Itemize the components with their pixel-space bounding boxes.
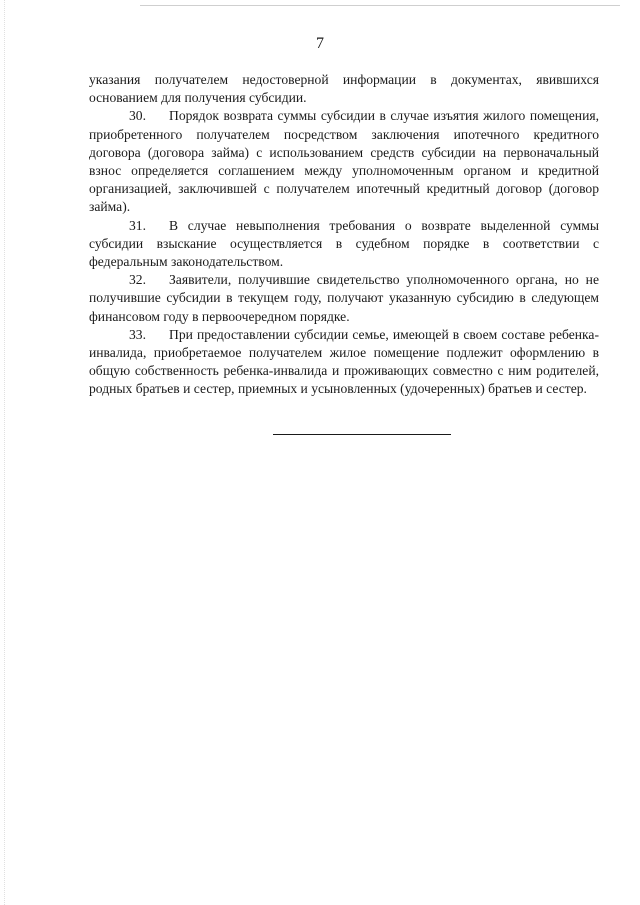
scan-artifact-top-line [140, 5, 620, 6]
paragraph-number: 31. [129, 217, 146, 233]
paragraph-text: В случае невыполнения требования о возврате выделенной суммы субсидии взыскание осуществляется в судебном порядке в соответствии с федеральным законодательством. [89, 217, 599, 270]
paragraph-31 [89, 217, 599, 272]
paragraph-number: 33. [129, 326, 146, 342]
document-body [89, 71, 599, 399]
paragraph-text: Порядок возврата суммы субсидии в случае изъятия жилого помещения, приобретенного получателем посредством заключения ипотечного кредитного договора (договора займа) с использованием средств субсидии на первоначальный взнос определяется соглашением между уполномоченным органом и кредитной организацией, заключившей с получателем ипотечный кредитный договор (договор займа). [89, 108, 599, 215]
paragraph-text: Заявители, получившие свидетельство уполномоченного органа, но не получившие субсидии в текущем году, получают указанную субсидию в следующем финансовом году в первоочередном порядке. [89, 272, 599, 324]
paragraph-number: 30. [129, 108, 146, 124]
paragraph-text: При предоставлении субсидии семье, имеющей в своем составе ребенка-инвалида, приобретаемое получателем жилое помещение подлежит оформлению в общую собственность ребенка-инвалида и проживающих совместно с ним родителей, родных братьев и сестер, приемных и усыновленных (удочеренных) братьев и сестер. [89, 326, 599, 397]
paragraph-text: указания получателем недостоверной информации в документах, явившихся основанием для получения субсидии. [89, 72, 599, 106]
scan-artifact-left-edge [4, 0, 6, 905]
paragraph-33 [89, 326, 599, 399]
end-of-text-divider [273, 434, 451, 435]
paragraph-continuation [89, 71, 599, 107]
paragraph-32 [89, 271, 599, 326]
paragraph-number: 32. [129, 272, 146, 288]
paragraph-30 [89, 107, 599, 216]
page-number: 7 [316, 35, 324, 52]
